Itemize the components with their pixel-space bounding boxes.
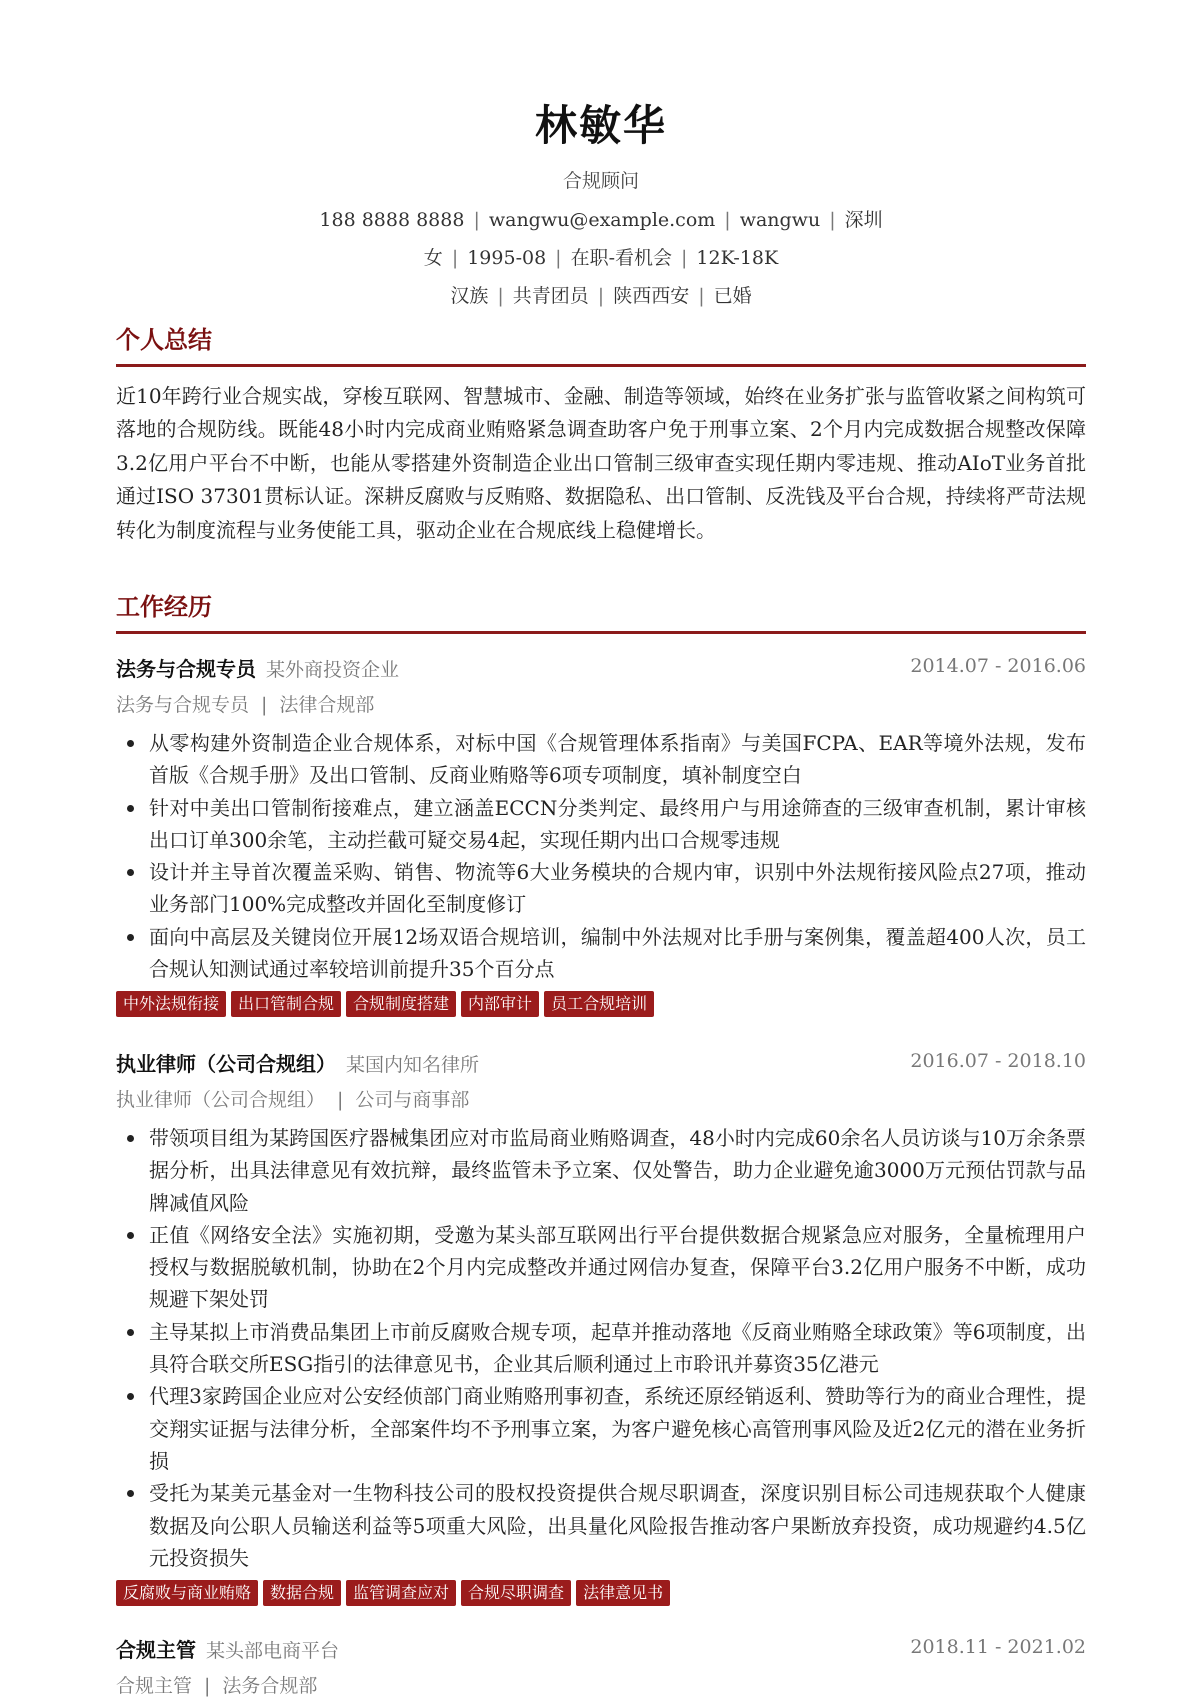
- job-role: 合规主管: [116, 1638, 196, 1662]
- job-role: 法务与合规专员: [116, 657, 256, 681]
- skill-tag: 合规制度搭建: [346, 991, 456, 1017]
- political-status: 共青团员: [512, 285, 589, 307]
- divider: |: [597, 285, 605, 307]
- job-bullets: [116, 727, 1086, 985]
- job-status: 在职-看机会: [570, 247, 672, 269]
- wechat: wangwu: [739, 209, 821, 231]
- bullet-item: 代理3家跨国企业应对公安经侦部门商业贿赂刑事初查，系统还原经销返利、赞助等行为的商业合理性，提交翔实证据与法律分析，全部案件均不予刑事立案，为客户避免核心高管刑事风险及近2亿元的潜在业务折损: [116, 1380, 1086, 1477]
- job-entry: [116, 653, 1086, 1019]
- job-position: 执业律师（公司合规组）: [116, 1089, 326, 1111]
- divider: |: [724, 209, 731, 231]
- divider: |: [681, 247, 688, 269]
- skill-tag: 反腐败与商业贿赂: [116, 1580, 258, 1606]
- bullet-item: 设计并主导首次覆盖采购、销售、物流等6大业务模块的合规内审，识别中外法规衔接风险点27项，推动业务部门100%完成整改并固化至制度修订: [116, 856, 1086, 921]
- skill-tag: 合规尽职调查: [461, 1580, 571, 1606]
- job-company: 某外商投资企业: [266, 659, 400, 681]
- job-bullets: [116, 1122, 1086, 1574]
- divider: |: [473, 209, 480, 231]
- section-divider: [116, 364, 1086, 367]
- job-header: [116, 653, 1086, 687]
- divider: |: [555, 247, 562, 269]
- divider: |: [497, 285, 504, 307]
- candidate-title: 合规顾问: [562, 170, 639, 192]
- bullet-item: 从零构建外资制造企业合规体系，对标中国《合规管理体系指南》与美国FCPA、EAR等境外法规，发布首版《合规手册》及出口管制、反商业贿赂等6项专项制度，填补制度空白: [116, 727, 1086, 792]
- job-header: [116, 1634, 1086, 1668]
- skill-tags: [116, 1580, 1086, 1608]
- contact-line: [116, 205, 1086, 232]
- skill-tag: 中外法规衔接: [116, 991, 226, 1017]
- job-subline: [116, 1082, 1086, 1118]
- section-divider: [116, 631, 1086, 634]
- job-department: 法律合规部: [279, 694, 375, 716]
- job-entry: [116, 1048, 1086, 1608]
- hometown: 陕西西安: [613, 285, 690, 307]
- summary-section-title: 个人总结: [116, 325, 212, 354]
- job-header: [116, 1048, 1086, 1082]
- job-role: 执业律师（公司合规组）: [116, 1052, 336, 1076]
- divider: |: [261, 694, 268, 716]
- divider: |: [829, 209, 836, 231]
- job-company: 某头部电商平台: [206, 1640, 340, 1662]
- bullet-item: 面向中高层及关键岗位开展12场双语合规培训，编制中外法规对比手册与案例集，覆盖超400人次，员工合规认知测试通过率较培训前提升35个百分点: [116, 921, 1086, 986]
- job-position: 法务与合规专员: [116, 694, 250, 716]
- skill-tag: 内部审计: [461, 991, 539, 1017]
- bullet-item: 受托为某美元基金对一生物科技公司的股权投资提供合规尽职调查，深度识别目标公司违规获取个人健康数据及向公职人员输送利益等5项重大风险，出具量化风险报告推动客户果断放弃投资，成功规避约4.5亿元投资损失: [116, 1477, 1086, 1574]
- expected-salary: 12K-18K: [696, 247, 779, 269]
- bullet-item: 正值《网络安全法》实施初期，受邀为某头部互联网出行平台提供数据合规紧急应对服务，全量梳理用户授权与数据脱敏机制，协助在2个月内完成整改并通过网信办复查，保障平台3.2亿用户服务不中断，成功规避下架处罚: [116, 1219, 1086, 1316]
- email: wangwu@example.com: [488, 209, 716, 231]
- job-subline: [116, 687, 1086, 723]
- skill-tag: 数据合规: [263, 1580, 341, 1606]
- personal-line: [116, 281, 1086, 308]
- bullet-item: 主导某拟上市消费品集团上市前反腐败合规专项，起草并推动落地《反商业贿赂全球政策》等6项制度，出具符合联交所ESG指引的法律意见书，企业其后顺利通过上市聆讯并募资35亿港元: [116, 1316, 1086, 1381]
- phone: 188 8888 8888: [319, 209, 465, 231]
- basics-line: [116, 243, 1086, 270]
- skill-tag: 法律意见书: [576, 1580, 670, 1606]
- job-company: 某国内知名律所: [346, 1054, 480, 1076]
- skill-tag: 员工合规培训: [544, 991, 654, 1017]
- job-entry: [116, 1634, 1086, 1704]
- experience-section-title: 工作经历: [116, 592, 212, 621]
- divider: |: [204, 1675, 211, 1697]
- summary-text: 近10年跨行业合规实战，穿梭互联网、智慧城市、金融、制造等领域，始终在业务扩张与监管收紧之间构筑可落地的合规防线。既能48小时内完成商业贿赂紧急调查助客户免于刑事立案、2个月内完成数据合规整改保障3.2亿用户平台不中断，也能从零搭建外资制造企业出口管制三级审查实现任期内零违规、推动AIoT业务首批通过ISO 37301贯标认证。深耕反腐败与反贿赂、数据隐私、出口管制、反洗钱及平台合规，持续将严苛法规转化为制度流程与业务使能工具，驱动企业在合规底线上稳健增长。: [116, 384, 1086, 542]
- job-subline: [116, 1668, 1086, 1704]
- skill-tag: 监管调查应对: [346, 1580, 456, 1606]
- bullet-item: 带领项目组为某跨国医疗器械集团应对市监局商业贿赂调查，48小时内完成60余名人员访谈与10万余条票据分析，出具法律意见有效抗辩，最终监管未予立案、仅处警告，助力企业避免逾3000万元预估罚款与品牌减值风险: [116, 1122, 1086, 1219]
- divider: |: [451, 247, 459, 269]
- skill-tag: 出口管制合规: [231, 991, 341, 1017]
- job-position: 合规主管: [116, 1675, 193, 1697]
- divider: |: [698, 285, 705, 307]
- divider: |: [337, 1089, 344, 1111]
- birth-date: 1995-08: [467, 247, 547, 269]
- marital-status: 已婚: [713, 285, 752, 307]
- job-date: 2014.07 - 2016.06: [910, 655, 1086, 677]
- job-date: 2018.11 - 2021.02: [910, 1636, 1086, 1658]
- job-department: 法务合规部: [222, 1675, 318, 1697]
- gender: 女: [423, 247, 443, 269]
- bullet-item: 针对中美出口管制衔接难点，建立涵盖ECCN分类判定、最终用户与用途筛查的三级审查机制，累计审核出口订单300余笔，主动拦截可疑交易4起，实现任期内出口合规零违规: [116, 792, 1086, 857]
- city: 深圳: [844, 209, 883, 231]
- skill-tags: [116, 991, 1086, 1019]
- job-department: 公司与商事部: [355, 1089, 470, 1111]
- candidate-name: 林敏华: [534, 101, 667, 150]
- job-date: 2016.07 - 2018.10: [910, 1050, 1086, 1072]
- ethnicity: 汉族: [450, 285, 489, 307]
